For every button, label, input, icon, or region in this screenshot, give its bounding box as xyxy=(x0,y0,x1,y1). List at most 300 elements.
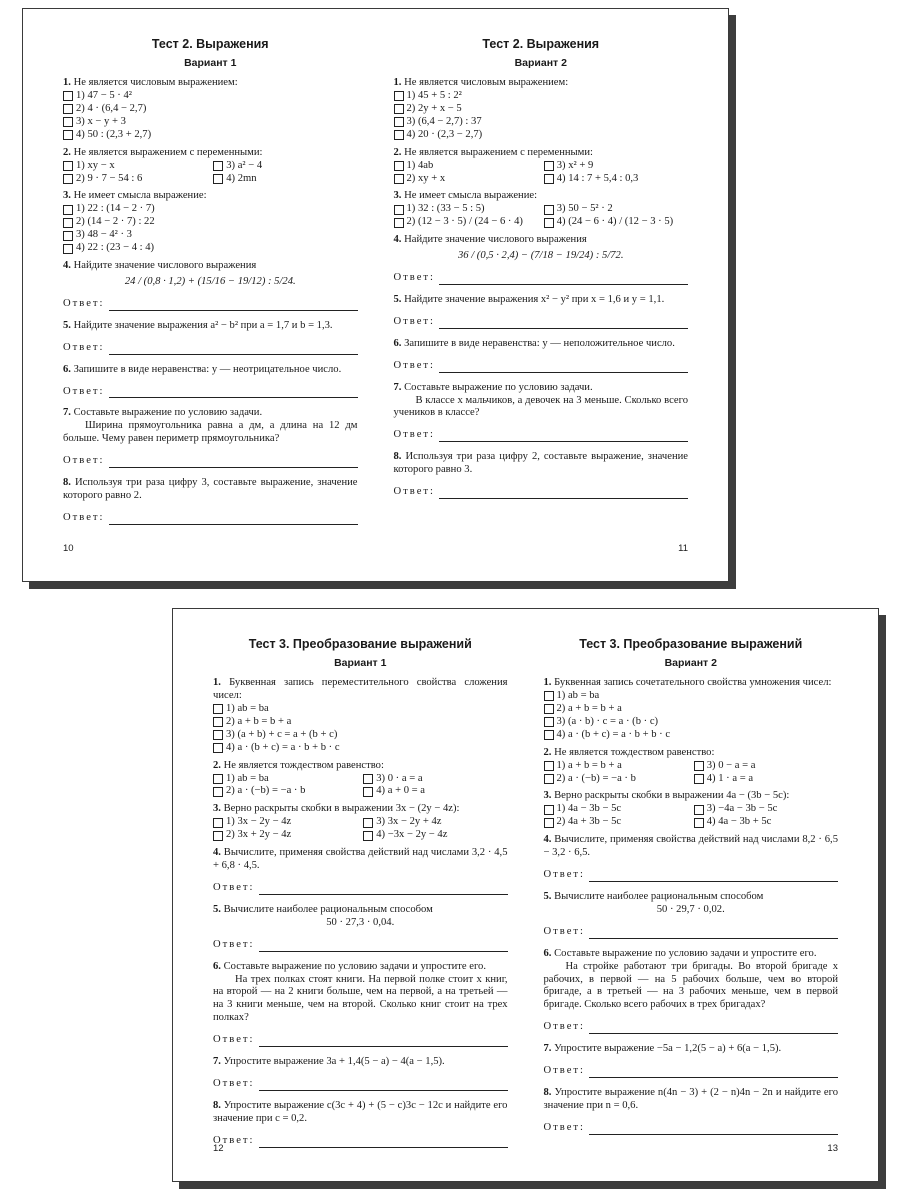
answer-label: Ответ: xyxy=(63,455,105,467)
question-text: Составьте выражение по условию задачи и упростите его. xyxy=(223,960,486,972)
checkbox-icon[interactable] xyxy=(213,174,223,184)
question-paragraph: На стройке работают три бригады. Во второй бригаде x рабочих, в первой — на 5 рабочих больше, чем во второй бригаде, а в третьей — на 3 рабочих меньше, чем в первой бригаде. Сколько всего рабочих в трех бригадах? xyxy=(543,960,838,1011)
question-text: Не является числовым выражением: xyxy=(73,77,238,89)
question-text: Составьте выражение по условию задачи. xyxy=(404,381,593,393)
question-7 xyxy=(394,382,689,443)
option-3[interactable] xyxy=(63,229,358,242)
question-text: Используя три раза цифру 3, составьте выражение, значение которого равно 2. xyxy=(63,477,358,502)
answer-line[interactable] xyxy=(589,1068,838,1078)
option-text: 1) a + b = b + a xyxy=(556,759,622,771)
option-2[interactable] xyxy=(544,773,688,786)
question-text: Составьте выражение по условию задачи. xyxy=(73,407,263,419)
question-text: Найдите значение числового выражения xyxy=(404,234,587,246)
question-text: Не является выражением с переменными: xyxy=(404,146,593,158)
option-text: 1) 4ab xyxy=(406,159,434,171)
answer-field[interactable] xyxy=(544,1021,839,1034)
answer-line[interactable] xyxy=(259,1138,508,1148)
option-2[interactable] xyxy=(63,103,358,116)
option-4[interactable] xyxy=(213,742,508,755)
question-8 xyxy=(544,1087,839,1135)
option-text: 4) a · (b + c) = a · b + b · c xyxy=(226,741,340,753)
option-3[interactable] xyxy=(363,816,507,829)
question-text: Упростите выражение −5a − 1,2(5 − a) + 6(a − 1,5). xyxy=(554,1043,782,1055)
option-1[interactable] xyxy=(544,760,688,773)
answer-line[interactable] xyxy=(439,319,688,329)
option-text: 3) 3x − 2y + 4z xyxy=(376,816,442,828)
option-1[interactable] xyxy=(63,203,358,216)
question-number: 5. xyxy=(213,903,221,915)
question-text: Вычислите, применяя свойства действий над числами 8,2 · 6,5 − 3,2 · 6,5. xyxy=(543,834,838,859)
question-5 xyxy=(394,294,689,329)
answer-field[interactable] xyxy=(544,1065,839,1078)
checkbox-icon[interactable] xyxy=(213,730,223,740)
option-2[interactable] xyxy=(544,816,688,829)
option-4[interactable] xyxy=(544,729,839,742)
option-1[interactable] xyxy=(394,90,689,103)
answer-field[interactable] xyxy=(544,869,839,882)
option-2[interactable] xyxy=(63,216,358,229)
question-number: 7. xyxy=(393,381,402,393)
question-number: 2. xyxy=(393,146,402,158)
checkbox-icon[interactable] xyxy=(544,761,554,771)
option-text: 2) 4a + 3b − 5c xyxy=(556,816,622,828)
answer-line[interactable] xyxy=(439,363,688,373)
option-text: 3) 50 − 5² · 2 xyxy=(556,203,613,215)
formula: 36 / (0,5 · 2,4) − (7/18 − 19/24) : 5/72. xyxy=(457,250,624,262)
page-title: Тест 3. Преобразование выражений xyxy=(248,637,472,651)
checkbox-icon[interactable] xyxy=(544,174,554,184)
option-text: 3) 0 · a = a xyxy=(376,772,423,784)
option-text: 3) x − y + 3 xyxy=(76,115,126,127)
checkbox-icon[interactable] xyxy=(544,205,554,215)
option-1[interactable] xyxy=(213,703,508,716)
answer-line[interactable] xyxy=(109,301,358,311)
answer-line[interactable] xyxy=(439,489,688,499)
checkbox-icon[interactable] xyxy=(213,717,223,727)
question-number: 3. xyxy=(63,190,71,202)
answer-field[interactable] xyxy=(63,298,358,311)
option-1[interactable] xyxy=(213,773,357,786)
question-text: Упростите выражение c(3c + 4) + (5 − c)3c − 12c и найдите его значение при c = 0,2. xyxy=(213,1100,508,1124)
checkbox-icon[interactable] xyxy=(63,130,73,140)
checkbox-icon[interactable] xyxy=(544,730,554,740)
answer-label: Ответ: xyxy=(393,429,435,441)
question-1 xyxy=(213,677,508,755)
option-text: 2) (12 − 3 · 5) / (24 − 6 · 4) xyxy=(406,216,523,228)
question-number: 3. xyxy=(213,803,221,815)
question-text: Не является числовым выражением: xyxy=(404,77,569,89)
question-text: Найдите значение выражения x² − y² при x = 1,6 и y = 1,1. xyxy=(404,293,665,305)
question-number: 1. xyxy=(63,77,71,89)
answer-line[interactable] xyxy=(589,1024,838,1034)
question-number: 1. xyxy=(393,77,402,89)
option-3[interactable] xyxy=(544,716,839,729)
question-1 xyxy=(544,677,839,742)
option-4[interactable] xyxy=(363,785,507,798)
page-number: 13 xyxy=(827,1143,838,1155)
page-title: Тест 2. Выражения xyxy=(151,37,269,51)
option-text: 3) (6,4 − 2,7) : 37 xyxy=(406,115,482,127)
option-3[interactable] xyxy=(63,116,358,129)
question-expression: 50 · 27,3 · 0,04. xyxy=(326,916,395,928)
option-4[interactable] xyxy=(63,129,358,142)
option-4[interactable] xyxy=(694,816,838,829)
option-text: 2) a · (−b) = −a · b xyxy=(556,772,636,784)
option-2[interactable] xyxy=(394,216,538,229)
option-2[interactable] xyxy=(63,173,207,186)
page-number: 12 xyxy=(213,1143,224,1155)
option-1[interactable] xyxy=(394,160,538,173)
question-3 xyxy=(544,790,839,829)
checkbox-icon[interactable] xyxy=(394,218,404,228)
question-5 xyxy=(544,891,839,939)
question-text: Не имеет смысла выражение: xyxy=(404,190,538,202)
option-text: 1) 3x − 2y − 4z xyxy=(226,816,292,828)
answer-label: Ответ: xyxy=(213,938,255,950)
answer-field[interactable] xyxy=(213,1078,508,1091)
checkbox-icon[interactable] xyxy=(544,805,554,815)
question-paragraph: На трех полках стоят книги. На первой полке стоит x книг, на второй — на 2 книги больше, чем на первой, а на третьей — на 3 книги меньше, чем на второй. Сколько книг стоит на трех полках? xyxy=(213,973,508,1024)
question-number: 5. xyxy=(63,319,71,331)
question-text: Верно раскрыты скобки в выражении 4a − (3b − 5c): xyxy=(554,790,790,802)
question-8 xyxy=(394,451,689,499)
question-number: 4. xyxy=(543,834,552,846)
page-10 xyxy=(23,9,376,581)
option-3[interactable] xyxy=(694,760,838,773)
option-2[interactable] xyxy=(213,785,357,798)
question-2 xyxy=(213,760,508,799)
option-2[interactable] xyxy=(394,173,538,186)
page-12 xyxy=(173,609,526,1181)
question-text: Составьте выражение по условию задачи и упростите его. xyxy=(554,947,817,959)
answer-line[interactable] xyxy=(439,275,688,285)
option-text: 3) 0 − a = a xyxy=(706,759,756,771)
checkbox-icon[interactable] xyxy=(394,174,404,184)
option-1[interactable] xyxy=(544,803,688,816)
checkbox-icon[interactable] xyxy=(363,787,373,797)
option-4[interactable] xyxy=(394,129,689,142)
answer-field[interactable] xyxy=(63,455,358,468)
question-text: Буквенная запись переместительного свойства сложения чисел: xyxy=(213,677,508,701)
checkbox-icon[interactable] xyxy=(363,831,373,841)
answer-label: Ответ: xyxy=(63,512,105,524)
answer-field[interactable] xyxy=(544,1122,839,1135)
question-text: Упростите выражение n(4n − 3) + (2 − n)4n − 2n и найдите его значение при n = 0,6. xyxy=(543,1087,838,1112)
option-text: 1) ab = ba xyxy=(556,689,600,701)
answer-label: Ответ: xyxy=(213,1034,255,1046)
option-2[interactable] xyxy=(394,103,689,116)
option-3[interactable] xyxy=(544,203,688,216)
checkbox-icon[interactable] xyxy=(63,205,73,215)
page-13 xyxy=(526,609,879,1181)
option-text: 2) a + b = b + a xyxy=(226,715,292,727)
option-2[interactable] xyxy=(544,703,839,716)
question-6 xyxy=(213,961,508,1048)
question-4 xyxy=(544,834,839,882)
question-text: Не имеет смысла выражение: xyxy=(73,190,207,202)
checkbox-icon[interactable] xyxy=(694,774,704,784)
variant-label: Вариант 2 xyxy=(664,657,717,670)
answer-line[interactable] xyxy=(259,942,508,952)
checkbox-icon[interactable] xyxy=(394,104,404,114)
question-text: Запишите в виде неравенства: y — неотрицательное число. xyxy=(73,363,342,375)
option-text: 2) a + b = b + a xyxy=(556,702,622,714)
option-4[interactable] xyxy=(363,829,507,842)
option-text: 3) 48 − 4² · 3 xyxy=(76,229,132,241)
option-3[interactable] xyxy=(213,160,357,173)
option-3[interactable] xyxy=(363,773,507,786)
option-text: 2) 2y + x − 5 xyxy=(406,102,462,114)
checkbox-icon[interactable] xyxy=(694,818,704,828)
question-paragraph: Ширина прямоугольника равна a дм, а длина на 12 дм больше. Чему равен периметр прямоугольника? xyxy=(63,420,358,445)
question-text: Найдите значение выражения a² − b² при a = 1,7 и b = 1,3. xyxy=(73,319,333,331)
question-number: 3. xyxy=(393,190,402,202)
option-4[interactable] xyxy=(544,216,688,229)
answer-line[interactable] xyxy=(589,872,838,882)
answer-line[interactable] xyxy=(109,515,358,525)
answer-line[interactable] xyxy=(259,1081,508,1091)
option-3[interactable] xyxy=(694,803,838,816)
checkbox-icon[interactable] xyxy=(394,117,404,127)
checkbox-icon[interactable] xyxy=(63,231,73,241)
question-3 xyxy=(213,803,508,842)
option-text: 1) 22 : (14 − 2 · 7) xyxy=(76,203,155,215)
question-text: Запишите в виде неравенства: y — неположительное число. xyxy=(404,337,675,349)
checkbox-icon[interactable] xyxy=(394,161,404,171)
spread-top xyxy=(22,8,729,582)
checkbox-icon[interactable] xyxy=(394,205,404,215)
question-7 xyxy=(63,407,358,468)
option-3[interactable] xyxy=(394,116,689,129)
checkbox-icon[interactable] xyxy=(213,161,223,171)
option-1[interactable] xyxy=(544,690,839,703)
checkbox-icon[interactable] xyxy=(694,761,704,771)
answer-line[interactable] xyxy=(109,345,358,355)
checkbox-icon[interactable] xyxy=(213,818,223,828)
answer-field[interactable] xyxy=(213,939,508,952)
option-text: 4) 22 : (23 − 4 : 4) xyxy=(76,242,155,254)
checkbox-icon[interactable] xyxy=(213,787,223,797)
checkbox-icon[interactable] xyxy=(544,691,554,701)
checkbox-icon[interactable] xyxy=(63,174,73,184)
checkbox-icon[interactable] xyxy=(63,244,73,254)
checkbox-icon[interactable] xyxy=(363,774,373,784)
option-2[interactable] xyxy=(213,716,508,729)
option-text: 2) xy + x xyxy=(406,172,446,184)
option-text: 3) (a + b) + c = a + (b + c) xyxy=(226,728,338,740)
answer-field[interactable] xyxy=(394,486,689,499)
question-6 xyxy=(63,364,358,399)
page-number: 11 xyxy=(678,543,688,555)
variant-label: Вариант 1 xyxy=(184,57,237,70)
question-8 xyxy=(63,477,358,525)
question-text: Найдите значение числового выражения xyxy=(73,260,257,272)
answer-line[interactable] xyxy=(259,885,508,895)
question-2 xyxy=(394,147,689,186)
page-title: Тест 3. Преобразование выражений xyxy=(579,637,803,651)
option-4[interactable] xyxy=(213,173,357,186)
question-4 xyxy=(213,847,508,895)
option-text: 1) 45 + 5 : 2² xyxy=(406,89,462,101)
option-text: 1) 47 − 5 · 4² xyxy=(76,89,132,101)
question-number: 4. xyxy=(63,260,71,272)
checkbox-icon[interactable] xyxy=(63,117,73,127)
question-text: Буквенная запись сочетательного свойства умножения чисел: xyxy=(554,677,832,689)
option-4[interactable] xyxy=(544,173,688,186)
answer-label: Ответ: xyxy=(213,1134,255,1146)
option-text: 3) x² + 9 xyxy=(556,159,594,171)
question-4 xyxy=(63,260,358,311)
option-text: 2) (14 − 2 · 7) : 22 xyxy=(76,216,155,228)
question-text: Вычислите наиболее рациональным способом xyxy=(223,903,433,915)
option-text: 1) 4a − 3b − 5c xyxy=(556,803,622,815)
option-text: 1) 32 : (33 − 5 : 5) xyxy=(406,203,485,215)
answer-field[interactable] xyxy=(394,429,689,442)
question-2 xyxy=(63,147,358,186)
answer-field[interactable] xyxy=(544,926,839,939)
option-text: 4) 1 · a = a xyxy=(706,772,754,784)
question-number: 8. xyxy=(63,477,71,489)
option-text: 4) (24 − 6 · 4) / (12 − 3 · 5) xyxy=(556,216,674,228)
question-text: Не является тождеством равенство: xyxy=(554,746,715,758)
question-text: Не является выражением с переменными: xyxy=(73,146,263,158)
question-6 xyxy=(544,948,839,1035)
question-number: 2. xyxy=(213,759,221,771)
checkbox-icon[interactable] xyxy=(63,218,73,228)
option-text: 4) 20 · (2,3 − 2,7) xyxy=(406,128,483,140)
checkbox-icon[interactable] xyxy=(544,818,554,828)
option-text: 2) 4 · (6,4 − 2,7) xyxy=(76,102,147,114)
option-1[interactable] xyxy=(213,816,357,829)
option-text: 1) ab = ba xyxy=(226,772,269,784)
question-text: Упростите выражение 3a + 1,4(5 − a) − 4(a − 1,5). xyxy=(223,1056,445,1068)
answer-label: Ответ: xyxy=(213,1078,255,1090)
checkbox-icon[interactable] xyxy=(394,91,404,101)
checkbox-icon[interactable] xyxy=(544,717,554,727)
answer-line[interactable] xyxy=(589,1125,838,1135)
option-2[interactable] xyxy=(213,829,357,842)
question-number: 4. xyxy=(213,847,221,859)
option-text: 4) 50 : (2,3 + 2,7) xyxy=(76,128,152,140)
question-number: 5. xyxy=(393,293,402,305)
question-expression: 50 · 29,7 · 0,02. xyxy=(656,903,725,915)
option-4[interactable] xyxy=(63,242,358,255)
checkbox-icon[interactable] xyxy=(213,743,223,753)
checkbox-icon[interactable] xyxy=(213,831,223,841)
checkbox-icon[interactable] xyxy=(544,774,554,784)
answer-field[interactable] xyxy=(63,386,358,399)
question-number: 7. xyxy=(213,1056,221,1068)
question-6 xyxy=(394,338,689,373)
question-5 xyxy=(213,904,508,952)
option-text: 4) a + 0 = a xyxy=(376,785,425,797)
checkbox-icon[interactable] xyxy=(694,805,704,815)
answer-field[interactable] xyxy=(394,272,689,285)
question-number: 6. xyxy=(543,947,552,959)
question-8 xyxy=(213,1100,508,1148)
question-number: 6. xyxy=(393,337,402,349)
checkbox-icon[interactable] xyxy=(63,104,73,114)
question-number: 6. xyxy=(63,363,71,375)
answer-field[interactable] xyxy=(394,360,689,373)
option-text: 4) 4a − 3b + 5c xyxy=(706,816,772,828)
question-text: Не является тождеством равенство: xyxy=(223,759,384,771)
question-2 xyxy=(544,747,839,786)
checkbox-icon[interactable] xyxy=(63,91,73,101)
page-number: 10 xyxy=(63,543,74,555)
answer-label: Ответ: xyxy=(63,385,105,397)
checkbox-icon[interactable] xyxy=(363,818,373,828)
option-text: 3) (a · b) · c = a · (b · c) xyxy=(556,715,659,727)
checkbox-icon[interactable] xyxy=(544,218,554,228)
variant-label: Вариант 2 xyxy=(514,57,567,70)
answer-field[interactable] xyxy=(63,342,358,355)
answer-label: Ответ: xyxy=(213,881,255,893)
answer-label: Ответ: xyxy=(543,925,585,937)
question-number: 7. xyxy=(63,407,71,419)
checkbox-icon[interactable] xyxy=(213,774,223,784)
question-text: Вычислите наиболее рациональным способом xyxy=(554,890,764,902)
answer-label: Ответ: xyxy=(393,272,435,284)
question-number: 2. xyxy=(63,146,71,158)
option-3[interactable] xyxy=(213,729,508,742)
question-4 xyxy=(394,234,689,285)
option-text: 1) ab = ba xyxy=(226,702,269,714)
question-1 xyxy=(394,77,689,142)
question-number: 4. xyxy=(393,234,402,246)
formula: 24 / (0,8 · 1,2) + (15/16 − 19/12) : 5/24. xyxy=(124,275,296,287)
question-number: 7. xyxy=(543,1043,552,1055)
answer-field[interactable] xyxy=(213,1135,508,1148)
answer-line[interactable] xyxy=(439,432,688,442)
option-3[interactable] xyxy=(544,160,688,173)
answer-line[interactable] xyxy=(259,1037,508,1047)
checkbox-icon[interactable] xyxy=(544,161,554,171)
answer-line[interactable] xyxy=(109,388,358,398)
question-number: 5. xyxy=(543,890,552,902)
option-text: 1) xy − x xyxy=(76,159,115,171)
option-1[interactable] xyxy=(63,90,358,103)
answer-field[interactable] xyxy=(394,316,689,329)
question-number: 3. xyxy=(543,790,552,802)
question-number: 8. xyxy=(213,1100,221,1112)
checkbox-icon[interactable] xyxy=(394,130,404,140)
option-4[interactable] xyxy=(694,773,838,786)
question-number: 1. xyxy=(543,677,552,689)
question-7 xyxy=(213,1056,508,1091)
checkbox-icon[interactable] xyxy=(213,704,223,714)
option-text: 2) 3x + 2y − 4z xyxy=(226,829,292,841)
answer-field[interactable] xyxy=(63,512,358,525)
answer-label: Ответ: xyxy=(543,1065,585,1077)
answer-label: Ответ: xyxy=(63,297,105,309)
option-1[interactable] xyxy=(63,160,207,173)
checkbox-icon[interactable] xyxy=(544,704,554,714)
question-number: 8. xyxy=(393,451,402,463)
answer-label: Ответ: xyxy=(393,359,435,371)
answer-line[interactable] xyxy=(589,929,838,939)
checkbox-icon[interactable] xyxy=(63,161,73,171)
answer-label: Ответ: xyxy=(543,1021,585,1033)
answer-line[interactable] xyxy=(109,458,358,468)
question-1 xyxy=(63,77,358,142)
option-text: 2) a · (−b) = −a · b xyxy=(226,785,306,797)
option-1[interactable] xyxy=(394,203,538,216)
answer-field[interactable] xyxy=(213,882,508,895)
answer-label: Ответ: xyxy=(543,869,585,881)
answer-field[interactable] xyxy=(213,1034,508,1047)
answer-label: Ответ: xyxy=(393,315,435,327)
